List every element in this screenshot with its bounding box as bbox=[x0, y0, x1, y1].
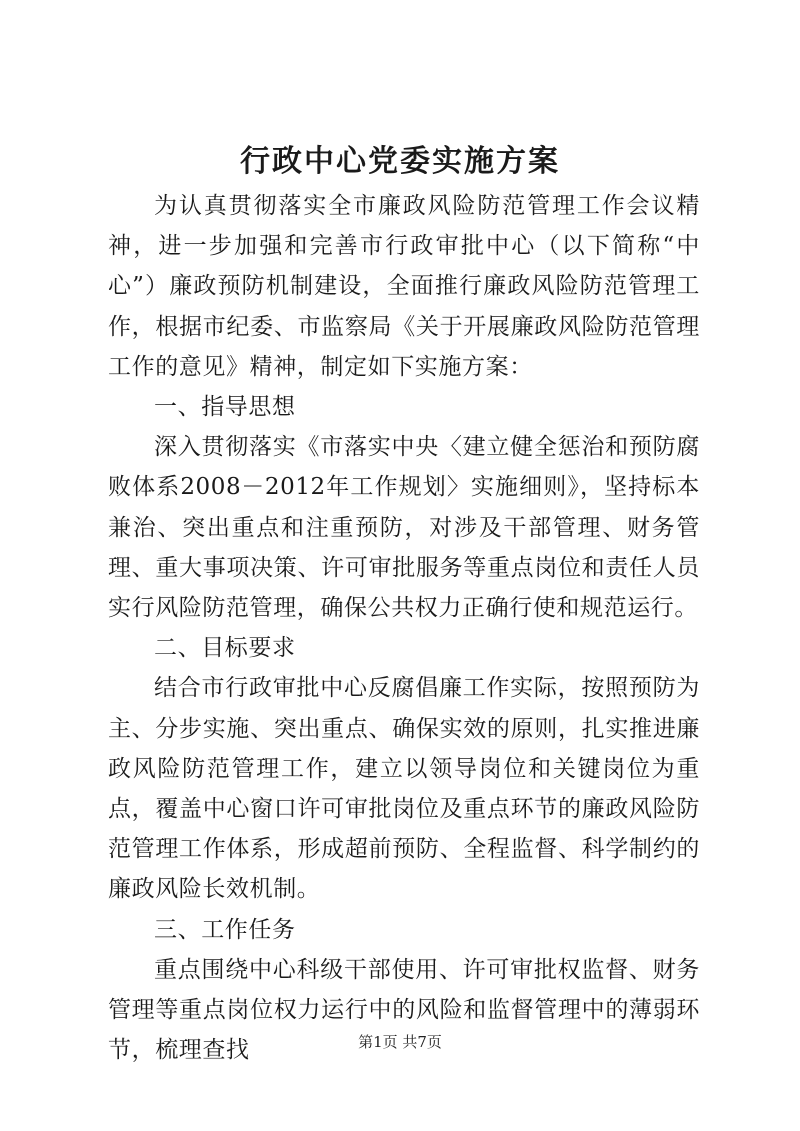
page-title: 行政中心党委实施方案 bbox=[240, 144, 560, 179]
section-heading-goals: 二、目标要求 bbox=[154, 635, 296, 662]
page-footer bbox=[0, 1032, 800, 1052]
section-heading-tasks: 三、工作任务 bbox=[154, 916, 296, 943]
tasks-paragraph: 重点围绕中心科级干部使用、许可审批权监督、财务管理等重点岗位权力运行中的风险和监督管理中的薄弱环节，梳理查找 bbox=[108, 956, 700, 1064]
section-heading-guiding-ideology: 一、指导思想 bbox=[154, 394, 296, 421]
guiding-ideology-paragraph: 深入贯彻落实《市落实中央〈建立健全惩治和预防腐败体系2008－2012年工作规划〉实施细则》，坚持标本兼治、突出重点和注重预防，对涉及干部管理、财务管理、重大事项决策、许可审批服务等重点岗位和责任人员实行风险防范管理，确保公共权力正确行使和规范运行。 bbox=[108, 434, 700, 622]
page-number: 第1页 共7页 bbox=[358, 1033, 442, 1051]
intro-paragraph: 为认真贯彻落实全市廉政风险防范管理工作会议精神，进一步加强和完善市行政审批中心（以下简称“中心”）廉政预防机制建设，全面推行廉政风险防范管理工作，根据市纪委、市监察局《关于开展廉政风险防范管理工作的意见》精神，制定如下实施方案： bbox=[108, 193, 700, 380]
goals-paragraph: 结合市行政审批中心反腐倡廉工作实际，按照预防为主、分步实施、突出重点、确保实效的原则，扎实推进廉政风险防范管理工作，建立以领导岗位和关键岗位为重点，覆盖中心窗口许可审批岗位及重点环节的廉政风险防范管理工作体系，形成超前预防、全程监督、科学制约的廉政风险长效机制。 bbox=[108, 675, 700, 903]
document-body bbox=[108, 186, 700, 1070]
